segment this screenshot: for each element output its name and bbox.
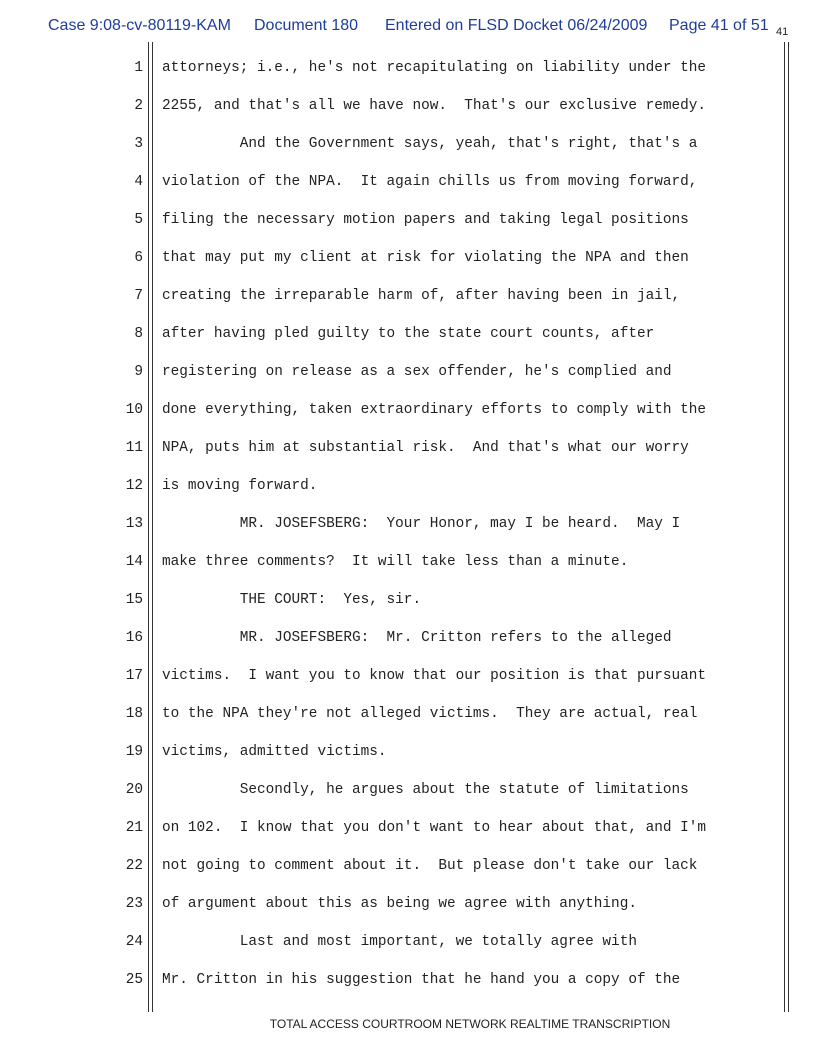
- line-text: MR. JOSEFSBERG: Mr. Critton refers to the alleged: [162, 630, 672, 646]
- transcript-line: [0, 324, 816, 344]
- line-number: 16: [125, 630, 143, 646]
- line-text: registering on release as a sex offender, he's complied and: [162, 364, 672, 380]
- transcript-line: [0, 172, 816, 192]
- line-number: 14: [125, 554, 143, 570]
- line-text: Mr. Critton in his suggestion that he hand you a copy of the: [162, 972, 681, 988]
- line-text: is moving forward.: [162, 478, 318, 494]
- line-text: of argument about this as being we agree with anything.: [162, 896, 637, 912]
- line-text: MR. JOSEFSBERG: Your Honor, may I be heard. May I: [162, 516, 681, 532]
- docket-entry-date: Entered on FLSD Docket 06/24/2009: [385, 17, 648, 34]
- line-text: filing the necessary motion papers and taking legal positions: [162, 212, 689, 228]
- line-text: And the Government says, yeah, that's right, that's a: [162, 136, 698, 152]
- line-text: NPA, puts him at substantial risk. And that's what our worry: [162, 440, 689, 456]
- transcript-line: [0, 552, 816, 572]
- transcript-line: [0, 400, 816, 420]
- line-number: 4: [134, 174, 143, 190]
- line-number: 3: [134, 136, 143, 152]
- line-number: 10: [125, 402, 143, 418]
- line-number: 2: [134, 98, 143, 114]
- transcript-line: [0, 476, 816, 496]
- line-number: 12: [125, 478, 143, 494]
- transcript-line: [0, 704, 816, 724]
- transcript-line: [0, 58, 816, 78]
- line-number: 15: [125, 592, 143, 608]
- line-text: after having pled guilty to the state court counts, after: [162, 326, 655, 342]
- transcript-line: [0, 286, 816, 306]
- line-text: that may put my client at risk for violating the NPA and then: [162, 250, 689, 266]
- line-text: violation of the NPA. It again chills us from moving forward,: [162, 174, 698, 190]
- line-text: make three comments? It will take less than a minute.: [162, 554, 629, 570]
- line-number: 20: [125, 782, 143, 798]
- document-number: Document 180: [254, 17, 359, 34]
- line-number: 18: [125, 706, 143, 722]
- page-of-total: Page 41 of 51: [669, 17, 769, 34]
- line-number: 11: [125, 440, 143, 456]
- line-number: 5: [134, 212, 143, 228]
- line-text: victims. I want you to know that our position is that pursuant: [162, 668, 707, 684]
- transcript-line: [0, 134, 816, 154]
- transcript-line: [0, 894, 816, 914]
- line-number: 23: [125, 896, 143, 912]
- line-number: 22: [125, 858, 143, 874]
- line-text: attorneys; i.e., he's not recapitulating on liability under the: [162, 60, 707, 76]
- line-text: to the NPA they're not alleged victims. They are actual, real: [162, 706, 698, 722]
- transcript-line: [0, 96, 816, 116]
- line-text: done everything, taken extraordinary efforts to comply with the: [162, 402, 707, 418]
- line-text: creating the irreparable harm of, after having been in jail,: [162, 288, 681, 304]
- line-text: THE COURT: Yes, sir.: [162, 592, 422, 608]
- transcript-line: [0, 856, 816, 876]
- transcript-line: [0, 210, 816, 230]
- line-number: 19: [125, 744, 143, 760]
- transcript-line: [0, 248, 816, 268]
- line-number: 24: [125, 934, 143, 950]
- line-text: victims, admitted victims.: [162, 744, 387, 760]
- line-text: not going to comment about it. But please don't take our lack: [162, 858, 698, 874]
- line-number: 13: [125, 516, 143, 532]
- line-text: Secondly, he argues about the statute of limitations: [162, 782, 689, 798]
- line-number: 9: [134, 364, 143, 380]
- line-text: 2255, and that's all we have now. That's our exclusive remedy.: [162, 98, 707, 114]
- line-number: 21: [125, 820, 143, 836]
- line-number: 25: [125, 972, 143, 988]
- line-text: Last and most important, we totally agree with: [162, 934, 637, 950]
- line-text: on 102. I know that you don't want to hear about that, and I'm: [162, 820, 707, 836]
- transcript-line: [0, 666, 816, 686]
- line-number: 17: [125, 668, 143, 684]
- transcript-line: [0, 818, 816, 838]
- transcript-line: [0, 932, 816, 952]
- transcript-line: [0, 590, 816, 610]
- transcription-footer: TOTAL ACCESS COURTROOM NETWORK REALTIME TRANSCRIPTION: [269, 1017, 671, 1031]
- transcript-line: [0, 628, 816, 648]
- line-number: 6: [134, 250, 143, 266]
- transcript-line: [0, 970, 816, 990]
- transcript-page-number: 41: [776, 26, 789, 38]
- transcript-line: [0, 514, 816, 534]
- line-number: 1: [134, 60, 143, 76]
- line-number: 7: [134, 288, 143, 304]
- case-number: Case 9:08-cv-80119-KAM: [48, 17, 231, 34]
- transcript-line: [0, 780, 816, 800]
- docket-header: [0, 17, 816, 41]
- transcript-line: [0, 362, 816, 382]
- transcript-line: [0, 438, 816, 458]
- transcript-line: [0, 742, 816, 762]
- line-number: 8: [134, 326, 143, 342]
